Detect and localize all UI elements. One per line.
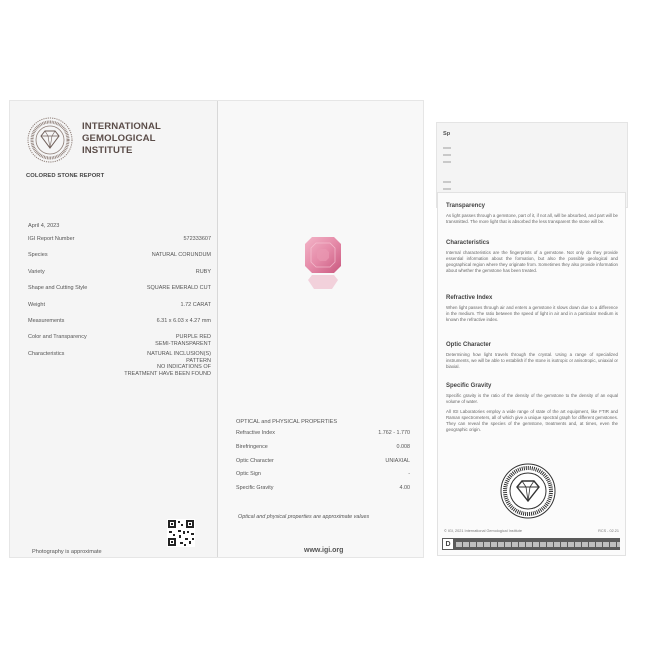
detail-value: NATURAL CORUNDUM <box>151 252 211 259</box>
detail-row <box>28 252 211 268</box>
optical-row <box>236 430 410 444</box>
igi-seal-icon <box>500 463 556 519</box>
detail-row <box>28 334 211 350</box>
detail-value: SQUARE EMERALD CUT <box>146 285 211 292</box>
gemstone-photo <box>303 235 343 295</box>
organization-name: INTERNATIONAL GEMOLOGICAL INSTITUTE <box>82 121 161 156</box>
glossary-text: When light passes through air and enters a gemstone it slows down due to a difference in the medium. The ratio between the speed of light in air and in a particular medium is known the refractive index. <box>446 305 618 322</box>
detail-value: RUBY <box>195 268 211 275</box>
detail-label: IGI Report Number <box>28 236 75 242</box>
optical-value: - <box>408 471 410 478</box>
glossary-section <box>446 295 618 323</box>
detail-row <box>28 269 211 285</box>
website-link[interactable]: www.igi.org <box>304 547 344 554</box>
gemstone-reflection <box>308 275 338 289</box>
detail-label: Shape and Cutting Style <box>28 285 88 292</box>
glossary-title: Refractive Index <box>446 295 493 301</box>
optical-label: Birefringence <box>236 443 268 450</box>
detail-row <box>28 236 211 252</box>
copyright: © IGI, 2021 International Gemological Institute <box>444 529 522 533</box>
detail-value: NATURAL INCLUSION(S) PATTERN NO INDICATIONS OF TREATMENT HAVE BEEN FOUND <box>124 350 211 378</box>
glossary-text: Determining how light travels through the crystal. Using a range of specialized instruments, we will be able to establish if the stone is isotropic or anisotropic, uniaxial or biaxial. <box>446 352 618 369</box>
optical-label: Specific Gravity <box>236 485 274 492</box>
back-sheet-heading: Sp <box>443 131 451 137</box>
glossary-title: Optic Character <box>446 342 492 348</box>
glossary-title: Transparency <box>446 203 486 209</box>
igi-seal-icon <box>27 117 73 163</box>
glossary-text: Internal characteristics are the fingerprints of a gemstone. Not only do they provide essential information about the formation, but also the possible geological and geographical region where they originate from. Sometimes they also provide information about whether the gemstone has been treated. <box>446 250 618 273</box>
optical-label: Optic Sign <box>236 471 261 478</box>
detail-value: 6.31 x 6.03 x 4.27 mm <box>156 317 211 324</box>
glossary-title: Characteristics <box>446 240 490 246</box>
gemstone-icon <box>303 235 343 275</box>
optical-row <box>236 444 410 458</box>
optical-title: OPTICAL and PHYSICAL PROPERTIES <box>236 419 338 425</box>
glossary-sheet <box>437 192 626 556</box>
glossary-title: Specific Gravity <box>446 383 492 389</box>
optical-row <box>236 471 410 485</box>
glossary-text: All IGI Laboratories employ a wide range of state of the art equipment, like FTIR and Raman spectrometers, all of which give a unique spectral graph for different gemstones. They can reveal the species of the gemstone, treatments and, at times, even the geographic origin. <box>446 408 618 432</box>
detail-row <box>28 351 211 378</box>
report-type: COLORED STONE REPORT <box>26 173 105 179</box>
detail-label: Variety <box>28 268 45 275</box>
detail-rows <box>28 236 211 378</box>
warning-icon: D <box>443 539 453 549</box>
detail-label: Weight <box>28 301 46 308</box>
optical-value: 1.762 - 1.770 <box>378 430 410 436</box>
detail-value: 572333607 <box>183 236 211 242</box>
report-middle-panel <box>218 101 423 557</box>
optical-value: 4.00 <box>399 485 410 492</box>
optical-row <box>236 485 410 499</box>
glossary-text: Specific gravity is the ratio of the density of the gemstone to the density of an equal volume of water. <box>446 393 618 404</box>
glossary-section <box>446 240 618 274</box>
detail-row <box>28 302 211 318</box>
report-date: April 4, 2023 <box>28 223 60 229</box>
form-code: RCS - 02.21 <box>598 529 619 533</box>
report-details <box>28 223 211 378</box>
optical-label: Optic Character <box>236 457 274 464</box>
detail-label: Species <box>28 252 48 259</box>
detail-row <box>28 318 211 334</box>
detail-label: Color and Transparency <box>28 334 87 341</box>
photography-note: Photography is approximate <box>32 549 102 555</box>
detail-value: 1.72 CARAT <box>180 301 211 308</box>
glossary-section <box>446 383 618 432</box>
detail-label: Characteristics <box>28 350 65 357</box>
optical-value: 0.008 <box>396 443 410 450</box>
glossary-section <box>446 342 618 370</box>
warning-bar <box>442 538 620 550</box>
qr-code-icon <box>167 519 195 547</box>
optical-note: Optical and physical properties are approximate values <box>238 514 370 520</box>
warning-text <box>456 542 620 547</box>
optical-rows <box>236 430 410 499</box>
optical-label: Refractive Index <box>236 430 275 436</box>
report-left-panel <box>10 101 217 557</box>
detail-value: PURPLE RED SEMI-TRANSPARENT <box>155 334 211 348</box>
glossary-text: As light passes through a gemstone, part of it, if not all, will be absorbed, and part will be transmitted. The more light that is absorbed the less transparent the stone will be. <box>446 213 618 224</box>
gem-report <box>9 100 424 558</box>
glossary-section <box>446 203 618 225</box>
detail-row <box>28 285 211 301</box>
detail-label: Measurements <box>28 317 65 324</box>
optical-value: UNIAXIAL <box>385 457 410 464</box>
optical-row <box>236 458 410 472</box>
optical-properties <box>236 419 410 499</box>
